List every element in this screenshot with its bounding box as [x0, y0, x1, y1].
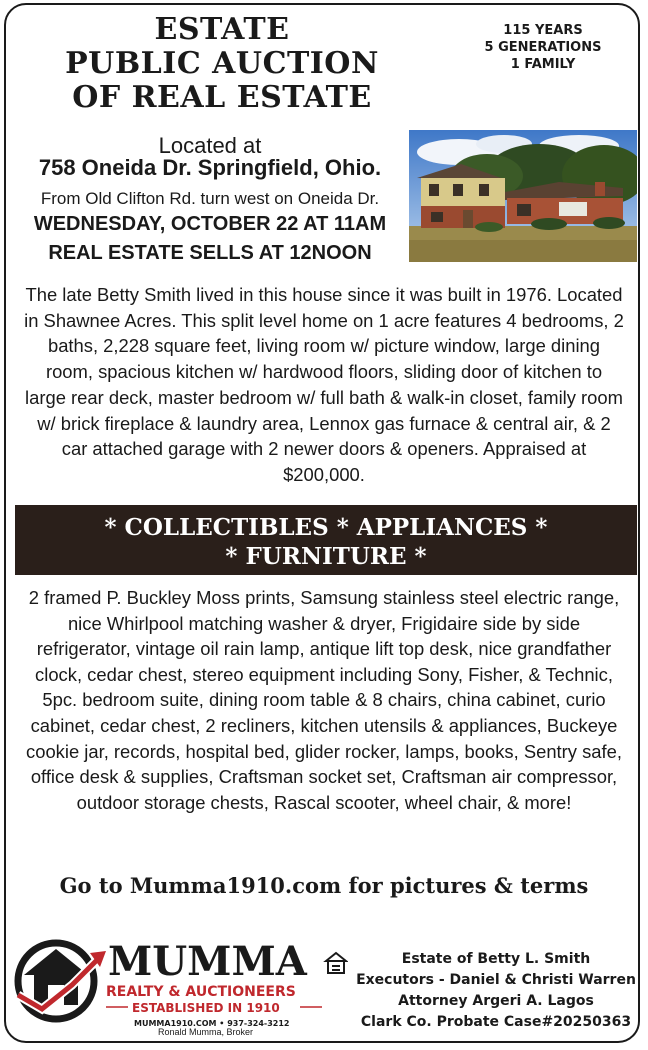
title-line-1: ESTATE	[154, 12, 290, 47]
probate-case: Clark Co. Probate Case#20250363	[360, 1014, 632, 1030]
attorney: Attorney Argeri A. Lagos	[398, 993, 594, 1009]
location-intro: Located at	[158, 133, 262, 158]
logo-subtitle: REALTY & AUCTIONEERS	[106, 984, 296, 1000]
title-line-2: PUBLIC AUCTION	[65, 46, 379, 81]
items-list: 2 framed P. Buckley Moss prints, Samsung stainless steel electric range, nice Whirlpool matching washer & dryer, Frigidaire side by side refrigerator, vintage oil rain lamp, antique lift top desk, nice grandfather clock, cedar chest, stereo equipment including Sony, Fisher, & Technic, 5pc. bedroom suite, dining room table & 8 chairs, china cabinet, curio cabinet, cedar chest, 2 recliners, kitchen utensils & appliances, Buckeye cookie jar, records, hospital bed, glider rocker, lamps, books, Sentry safe, office desk & supplies, Craftsman socket set, Craftsman air compressor, outdoor storage chests, Rascal scooter, wheel chair, & more!	[26, 587, 622, 813]
banner-line-2: * FURNITURE *	[225, 543, 427, 570]
property-description: The late Betty Smith lived in this house since it was built in 1976. Located in Shawnee Acres. This split level home on 1 acre features 4 bedrooms, 2 baths, 2,228 square feet, living room w/ picture window, large dining room, spacious kitchen w/ hardwood floors, sliding door of kitchen to large rear deck, master bedroom w/ full bath & walk-in closet, family room w/ brick fireplace & laundry area, Lennox gas furnace & central air, & 2 car attached garage with 2 newer doors & openers. Appraised at $200,000.	[24, 284, 624, 485]
sale-time: REAL ESTATE SELLS AT 12NOON	[48, 242, 372, 264]
auction-ad	[4, 3, 640, 1043]
logo-established: ESTABLISHED IN 1910	[132, 1001, 280, 1015]
logo-contact: MUMMA1910.COM • 937-324-3212	[134, 1019, 290, 1028]
auction-title	[36, 13, 408, 115]
title-line-3: OF REAL ESTATE	[72, 80, 372, 115]
logo-broker: Ronald Mumma, Broker	[158, 1027, 254, 1037]
property-address: 758 Oneida Dr. Springfield, Ohio.	[38, 155, 382, 180]
logo-name: MUMMA	[108, 938, 307, 985]
mumma-logo	[12, 925, 348, 1037]
tagline-line-3: 1 FAMILY	[510, 57, 576, 72]
website-link[interactable]: Go to Mumma1910.com for pictures & terms	[59, 873, 589, 898]
tagline-line-2: 5 GENERATIONS	[484, 40, 602, 55]
estate-name: Estate of Betty L. Smith	[401, 951, 591, 967]
house-photo	[409, 130, 637, 262]
category-banner	[15, 505, 637, 575]
estate-info	[356, 949, 636, 1033]
tagline-line-1: 115 YEARS	[503, 23, 583, 38]
tagline	[468, 22, 618, 73]
equal-housing-icon	[326, 953, 346, 973]
banner-line-1: * COLLECTIBLES * APPLIANCES *	[104, 514, 548, 541]
executors: Executors - Daniel & Christi Warren	[356, 972, 636, 988]
auction-date: WEDNESDAY, OCTOBER 22 AT 11AM	[33, 213, 387, 235]
directions: From Old Clifton Rd. turn west on Oneida Dr.	[40, 189, 380, 208]
